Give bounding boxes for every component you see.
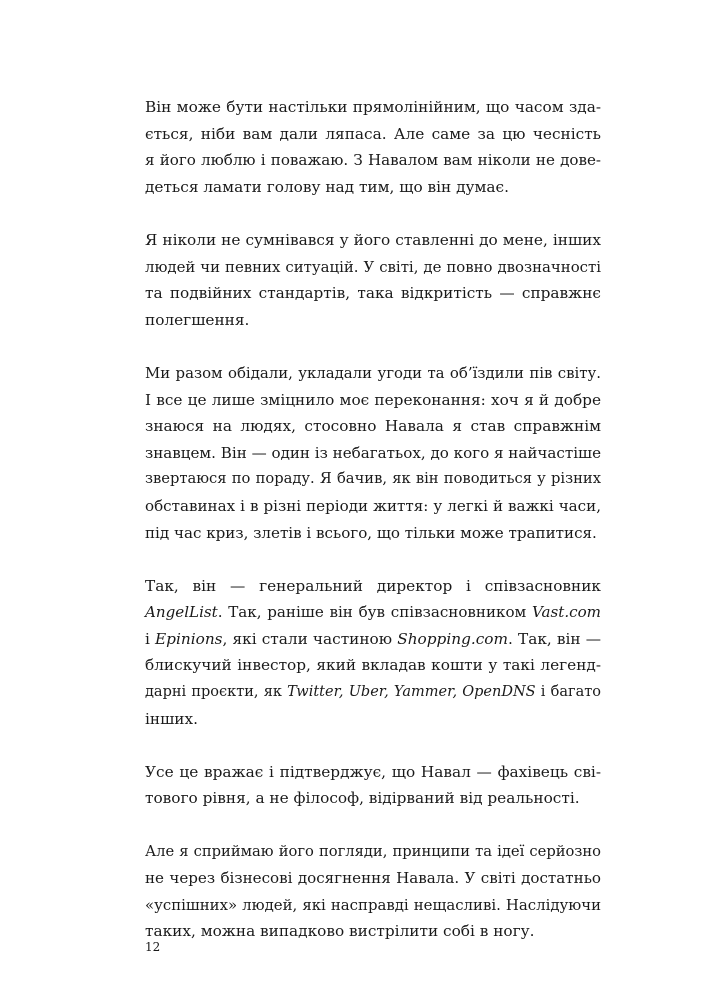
page-number: 12 xyxy=(145,940,161,954)
text-line: тового рівня, а не філософ, відірваний від реальності. xyxy=(145,789,580,808)
text-line: Але я сприймаю його погляди, принципи та ідеї серйозно xyxy=(145,842,601,860)
text-line: звертаюся по пораду. Я бачив, як він поводиться у різних xyxy=(145,470,601,488)
text-line: Усе це вражає і підтверджує, що Навал — фахівець сві- xyxy=(145,762,601,781)
text-line: людей чи певних ситуацій. У світі, де повно двозначності xyxy=(145,257,601,276)
text-line: інших. xyxy=(145,709,198,728)
paragraph-2 xyxy=(145,227,601,333)
text-line: Я ніколи не сумнівався у його ставленні до мене, інших xyxy=(145,230,601,249)
text-line: обставинах і в різні періоди життя: у легкі й важкі часи, xyxy=(145,496,601,515)
text-line: блискучий інвестор, який вкладав кошти у такі легенд- xyxy=(145,656,601,675)
text-line: І все це лише зміцнило моє переконання: хоч я й добре xyxy=(145,390,601,409)
text-line: Так, він — генеральний директор і співзасновник xyxy=(145,576,601,595)
text-line: Він може бути настільки прямолінійним, що часом зда- xyxy=(145,98,601,116)
text-line: знаюся на людях, стосовно Навала я став справжнім xyxy=(145,417,601,436)
paragraph-1 xyxy=(145,94,601,200)
text-line: ється, ніби вам дали ляпаса. Але саме за цю чесність xyxy=(145,124,601,143)
paragraph-6 xyxy=(145,839,601,945)
text-line: і Epinions, які стали частиною Shopping.com. Так, він — xyxy=(145,629,601,648)
body-text xyxy=(145,94,601,972)
text-line: під час криз, злетів і всього, що тільки може трапитися. xyxy=(145,523,597,542)
text-line: таких, можна випадково вистрілити собі в ногу. xyxy=(145,922,535,941)
text-line: AngelList. Так, раніше він був співзасновником Vast.com xyxy=(145,603,601,622)
text-line: я його люблю і поважаю. З Навалом вам ніколи не дове- xyxy=(145,151,601,170)
text-line: деться ламати голову над тим, що він думає. xyxy=(145,177,509,196)
text-line: не через бізнесові досягнення Навала. У світі достатньо xyxy=(145,869,601,888)
text-line: дарні проєкти, як Twitter, Uber, Yammer, OpenDNS і багато xyxy=(145,684,601,701)
text-line: та подвійних стандартів, така відкритість — справжнє xyxy=(145,284,601,303)
paragraph-4 xyxy=(145,573,601,733)
paragraph-5 xyxy=(145,759,601,812)
text-line: знавцем. Він — один із небагатьох, до кого я найчастіше xyxy=(145,443,601,462)
text-line: полегшення. xyxy=(145,310,250,329)
paragraph-3 xyxy=(145,360,601,546)
text-line: Ми разом обідали, укладали угоди та об’їздили пів світу. xyxy=(145,363,601,382)
text-line: «успішних» людей, які насправді нещасливі. Наслідуючи xyxy=(145,895,601,914)
